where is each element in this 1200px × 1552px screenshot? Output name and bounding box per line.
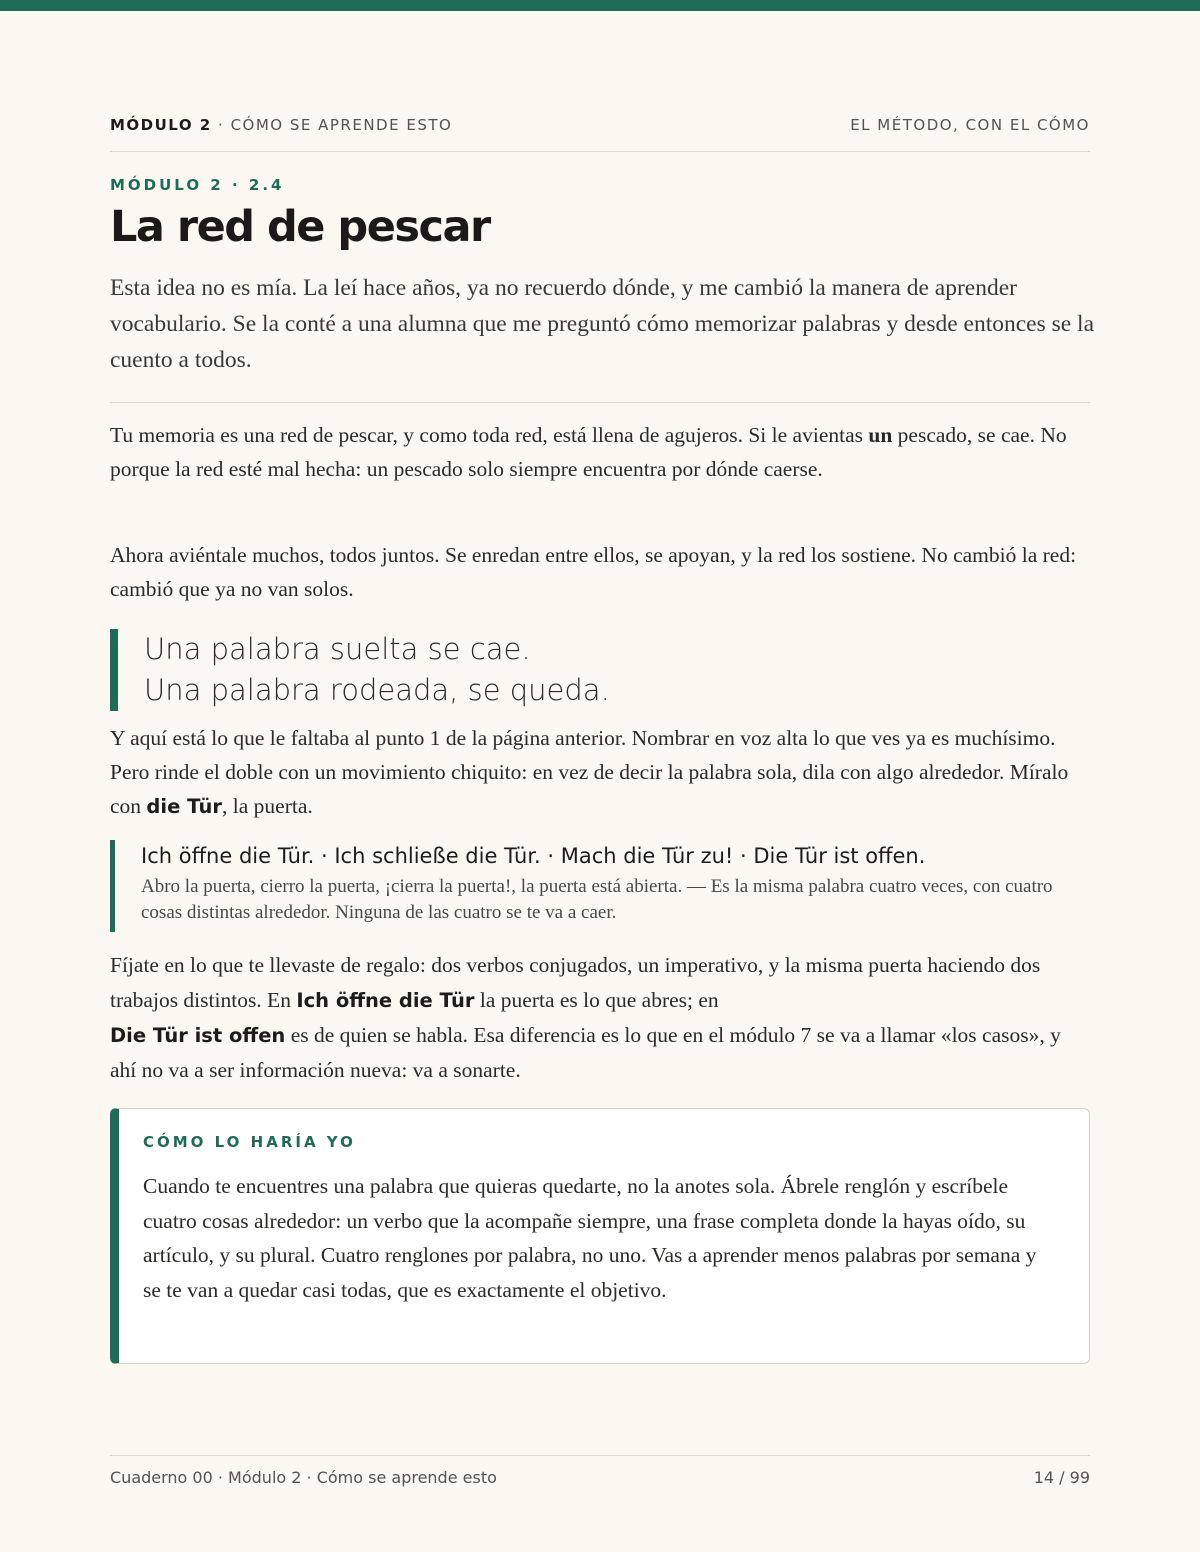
paragraph-gift-text-b: la puerta es lo que abres; en bbox=[474, 988, 719, 1012]
paragraph-gift-text-c: es de quien se habla. Esa diferencia es lo que en el módulo 7 se va a llamar «los casos», y ahí no va a ser información nueva: va a sonarte. bbox=[110, 1023, 1061, 1082]
paragraph-net-bold: un bbox=[868, 423, 893, 447]
section-kicker: MÓDULO 2 · 2.4 bbox=[110, 176, 285, 194]
footer-title: Cuaderno 00 · Módulo 2 · Cómo se aprende esto bbox=[110, 1468, 497, 1487]
paragraph-net-text-a: Tu memoria es una red de pescar, y como toda red, está llena de agujeros. Si le avientas bbox=[110, 423, 869, 447]
header-right: EL MÉTODO, CON EL CÓMO bbox=[850, 116, 1090, 134]
tip-callout-label: CÓMO LO HARÍA YO bbox=[143, 1133, 356, 1151]
paragraph-net-text-b: pescado, se cae. No porque la red esté mal hecha: un pescado solo siempre encuentra por dónde caerse. bbox=[110, 423, 1067, 481]
running-header bbox=[110, 116, 1090, 134]
paragraph-gift-text-a: Fíjate en lo que te llevaste de regalo: dos verbos conjugados, un imperativo, y la misma puerta haciendo dos trabajos distintos. En bbox=[110, 953, 1041, 1012]
term-ich-offne: Ich öffne die Tür bbox=[296, 989, 475, 1012]
page-title: La red de pescar bbox=[110, 202, 490, 252]
pull-quote-line-1: Una palabra suelta se cae. bbox=[144, 632, 531, 666]
header-separator: · bbox=[211, 116, 231, 134]
tip-callout bbox=[110, 1108, 1090, 1364]
paragraph-gift bbox=[110, 948, 1090, 1088]
term-die-tur: die Tür bbox=[146, 795, 223, 818]
paragraph-many-fish: Ahora aviéntale muchos, todos juntos. Se enredan entre ellos, se apoyan, y la red los sostiene. No cambió la red: cambió que ya no van solos. bbox=[110, 543, 1077, 601]
page-footer bbox=[110, 1468, 1090, 1487]
tip-callout-body: Cuando te encuentres una palabra que quieras quedarte, no la anotes sola. Ábrele renglón y escríbele cuatro cosas alrededor: un verbo que la acompañe siempre, una frase completa donde la hayas oído, su artículo, y su plural. Cuatro renglones por palabra, no uno. Vas a aprender menos palabras por semana y se te van a quedar casi todas, que es exactamente el objetivo. bbox=[143, 1174, 1037, 1302]
pull-quote-line-2: Una palabra rodeada, se queda. bbox=[144, 673, 610, 707]
header-left bbox=[110, 116, 452, 134]
pull-quote bbox=[110, 629, 1090, 711]
top-accent-bar bbox=[0, 0, 1200, 11]
example-block bbox=[110, 840, 1090, 932]
header-section: CÓMO SE APRENDE ESTO bbox=[230, 116, 453, 134]
paragraph-context-text-b: , la puerta. bbox=[222, 794, 313, 818]
page-number: 14 / 99 bbox=[1033, 1468, 1090, 1487]
example-german: Ich öffne die Tür. · Ich schließe die Tür. · Mach die Tür zu! · Die Tür ist offen. bbox=[141, 844, 926, 868]
paragraph-net bbox=[110, 418, 1090, 486]
footer-divider bbox=[110, 1455, 1090, 1456]
intro-paragraph: Esta idea no es mía. La leí hace años, ya no recuerdo dónde, y me cambió la manera de aprender vocabulario. Se la conté a una alumna que me preguntó cómo memorizar palabras y desde entonces se la cuento a todos. bbox=[110, 275, 1095, 373]
example-spanish: Abro la puerta, cierro la puerta, ¡cierra la puerta!, la puerta está abierta. — Es la misma palabra cuatro veces, con cuatro cosas distintas alrededor. Ninguna de las cuatro se te va a caer. bbox=[141, 876, 1053, 923]
paragraph-context bbox=[110, 721, 1090, 824]
paragraph-context-text-a: Y aquí está lo que le faltaba al punto 1 de la página anterior. Nombrar en voz alta lo que ves ya es muchísimo. Pero rinde el doble con un movimiento chiquito: en vez de decir la palabra sola, dila con algo alrededor. Míralo con bbox=[110, 726, 1069, 818]
header-divider bbox=[110, 151, 1090, 152]
intro-divider bbox=[110, 402, 1090, 403]
term-die-tur-ist-offen: Die Tür ist offen bbox=[110, 1024, 286, 1047]
header-module: MÓDULO 2 bbox=[110, 116, 212, 134]
